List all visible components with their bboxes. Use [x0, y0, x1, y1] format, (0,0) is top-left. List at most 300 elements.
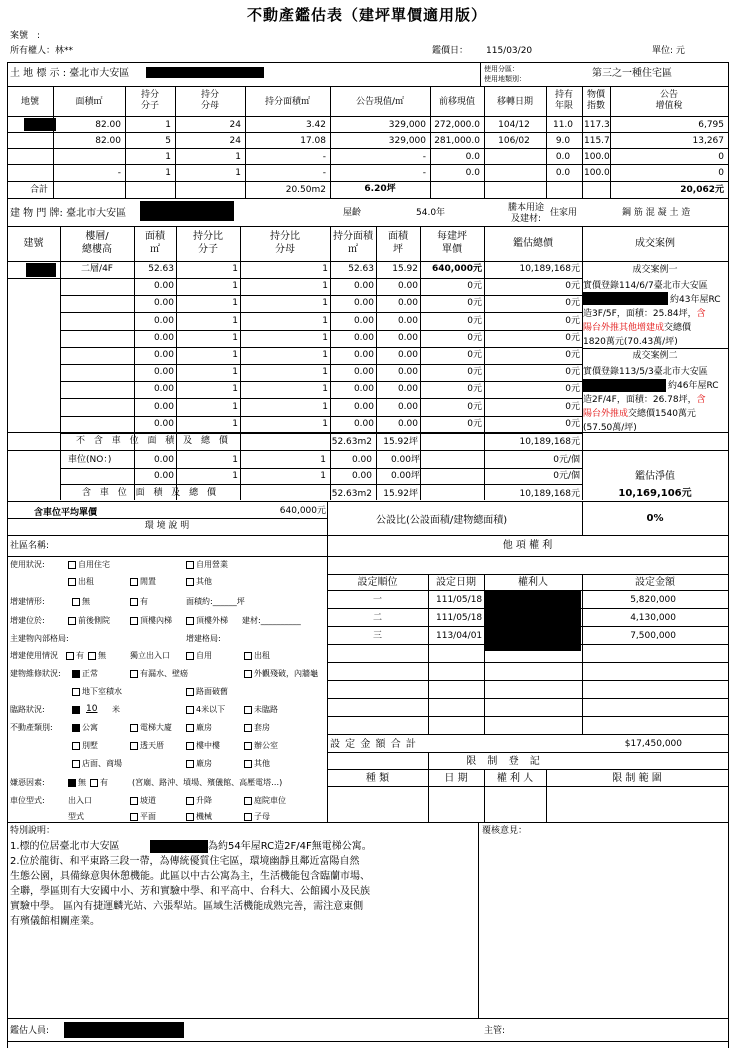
land-cell-2-2: 1	[165, 152, 171, 162]
land-header-1: 面積㎡	[75, 97, 103, 107]
land-header-2: 持分 分子	[140, 90, 159, 112]
building-cell-5-6: 0.00	[397, 350, 418, 360]
rights-total-label: 設 定 金 額 合 計	[330, 739, 417, 750]
building-cell-4-3: 1	[232, 333, 238, 343]
parking-cell-1-0: 0.00	[153, 471, 174, 481]
building-header-3: 持分比 分子	[193, 231, 223, 255]
notes-line-3: 實驗中學。 區內有捷運麟光站、六張犁站。區域生活機能成熟完善，需注意東側	[10, 901, 364, 912]
addon-none-checkbox[interactable]	[72, 598, 80, 606]
road-narrow-checkbox[interactable]	[186, 706, 194, 714]
building-cell-1-8: 0元	[565, 281, 580, 291]
addon-use-label: 增建使用情況	[10, 651, 58, 660]
building-cell-5-3: 1	[232, 350, 238, 360]
v-rule	[60, 450, 61, 482]
building-cell-4-5: 0.00	[353, 333, 374, 343]
land-cell-1-5: 329,000	[388, 136, 426, 146]
building-cell-6-3: 1	[232, 367, 238, 377]
building-header-5: 持分面積 ㎡	[333, 231, 373, 255]
h-rule	[327, 716, 728, 717]
land-header-10: 公告 增值稅	[655, 90, 683, 112]
maint-opt-0: 正常	[82, 669, 98, 678]
h-rule	[327, 662, 728, 663]
parking-cell-1-2: 1	[320, 471, 326, 481]
building-cell-6-2: 0.00	[153, 367, 174, 377]
usage-other-checkbox[interactable]	[186, 578, 194, 586]
parking-type: 型式	[68, 812, 84, 821]
case1-line-1: 約43年屋RC	[670, 295, 721, 305]
land-cell-3-4: -	[322, 168, 326, 178]
addon-pos-1: 頂樓內梯	[140, 616, 172, 625]
addon-area: 面積約:______坪	[186, 597, 245, 606]
land-cell-1-1: 82.00	[95, 136, 121, 146]
type-opt-2: 廠房	[196, 723, 212, 732]
maint-label: 建物維修狀況:	[10, 669, 61, 678]
land-cell-0-3: 24	[229, 120, 241, 130]
parking-opt-4-checkbox[interactable]	[186, 813, 194, 821]
h-rule	[7, 148, 729, 149]
land-total-ping: 6.20坪	[364, 184, 396, 194]
rights-amount-2: 7,500,000	[630, 631, 676, 641]
building-age: 54.0年	[416, 208, 446, 218]
land-cell-1-7: 106/02	[498, 136, 530, 146]
building-cell-8-2: 0.00	[153, 402, 174, 412]
h-rule	[582, 348, 728, 349]
notes-line-1: 生態公園，具備綠意與休憩機能。此區以中古公寓為主，生活機能包含臨蘭市場、	[10, 871, 370, 882]
h-rule	[7, 164, 729, 165]
building-cell-0-1: 二層/4F	[81, 264, 113, 274]
h-rule	[327, 698, 728, 699]
building-cell-6-4: 1	[322, 367, 328, 377]
restrict-header-3: 限 制 範 圍	[612, 773, 662, 784]
rights-date-1: 111/05/18	[436, 613, 483, 623]
dislike-opt-1: 有	[100, 778, 108, 787]
road-unit: 米	[112, 705, 120, 714]
road-none-checkbox[interactable]	[244, 706, 252, 714]
unit-label: 單位: 元	[652, 46, 685, 56]
maint-road-checkbox[interactable]	[186, 688, 194, 696]
case2-line-2: 造2F/4F，面積：26.78坪，含	[583, 395, 706, 405]
parking-label: 車位(NO：)	[68, 455, 112, 465]
building-cell-4-8: 0元	[565, 333, 580, 343]
h-rule	[327, 680, 728, 681]
building-header-2: 面積 ㎡	[145, 231, 165, 255]
usage-label: 使用狀況:	[10, 560, 45, 569]
rights-header-3: 設定金額	[635, 577, 675, 588]
addon-use-2: 獨立出入口	[130, 651, 170, 660]
usage-opt-3: 閒置	[140, 577, 156, 586]
building-header-6: 面積 坪	[388, 231, 408, 255]
type-10-checkbox[interactable]	[244, 760, 252, 768]
rights-date-2: 113/04/01	[436, 631, 483, 641]
land-address-label: 土 地 標 示 : 臺北市大安區	[10, 68, 130, 79]
building-cell-7-5: 0.00	[353, 384, 374, 394]
building-cell-1-2: 0.00	[153, 281, 174, 291]
building-cell-3-8: 0元	[565, 316, 580, 326]
type-opt-7: 辦公室	[254, 741, 278, 750]
land-cell-0-10: 6,795	[698, 120, 724, 130]
building-cell-2-5: 0.00	[353, 298, 374, 308]
case2-line-4: (57.50萬/坪)	[583, 423, 637, 433]
parking-opt-1-checkbox[interactable]	[186, 797, 194, 805]
notes-line1b: 為約54年屋RC造2F/4F無電梯公寓。	[208, 841, 372, 852]
type-0-checkbox[interactable]	[72, 724, 80, 732]
addon-use-4: 出租	[254, 651, 270, 660]
land-cell-2-6: 0.0	[465, 152, 480, 162]
h-rule	[60, 330, 582, 331]
usage-opt-2: 出租	[78, 577, 94, 586]
parking-opt-4: 機械	[196, 812, 212, 821]
addon-pos-1-checkbox[interactable]	[130, 617, 138, 625]
building-header-7: 每建坪 單價	[437, 231, 467, 255]
building-cell-1-6: 0.00	[397, 281, 418, 291]
h-rule	[7, 556, 327, 557]
land-cell-2-4: -	[322, 152, 326, 162]
case1-line-4: 1820萬元(70.43萬/坪)	[583, 337, 678, 347]
type-5-checkbox[interactable]	[130, 742, 138, 750]
parking-cell-0-5: 0元/個	[553, 455, 580, 465]
parking-opt-5: 子母	[254, 812, 270, 821]
land-header-9: 物價 指數	[586, 90, 605, 112]
land-cell-1-8: 9.0	[555, 136, 571, 146]
notes-line-4: 有殯儀館相關產業。	[10, 916, 100, 927]
appraiser-redaction	[64, 1022, 184, 1038]
building-cell-8-6: 0.00	[397, 402, 418, 412]
notes-line-0: 2.位於龍街、和平東路三段一帶，為傳統優質住宅區，環境幽靜且鄰近富陽自然	[10, 856, 360, 867]
land-cell-0-2: 1	[165, 120, 171, 130]
type-7-checkbox[interactable]	[244, 742, 252, 750]
land-cell-1-9: 115.7	[584, 136, 610, 146]
building-cell-1-4: 1	[322, 281, 328, 291]
restrict-header-0: 種 類	[365, 773, 390, 784]
owner-label: 所有權人：林**	[10, 46, 74, 56]
land-number-redaction	[24, 118, 56, 131]
building-address-label: 建 物 門 牌: 臺北市大安區	[10, 208, 127, 219]
building-cell-9-5: 0.00	[353, 419, 374, 429]
notes-redaction	[150, 840, 208, 853]
land-cell-1-6: 281,000.0	[434, 136, 480, 146]
building-cell-0-2: 52.63	[148, 264, 174, 274]
addon-pos-0: 前後側院	[78, 616, 110, 625]
net-value-label: 鑑估淨值	[635, 471, 675, 482]
maint-leak-checkbox[interactable]	[130, 670, 138, 678]
zone-label-2: 使用地類別：	[484, 75, 526, 83]
dislike-none-checkbox[interactable]	[68, 779, 76, 787]
appraisal-date: 115/03/20	[486, 46, 533, 56]
land-cell-0-1: 82.00	[95, 120, 121, 130]
type-4-checkbox[interactable]	[72, 742, 80, 750]
public-ratio-label: 公設比(公設面積/建物總面積)	[376, 515, 508, 526]
addon-use-0-checkbox[interactable]	[66, 652, 74, 660]
main-layout-label: 主建物內部格局:	[10, 634, 69, 643]
parking-cell-0-2: 1	[320, 455, 326, 465]
building-cell-2-8: 0元	[565, 298, 580, 308]
type-2-checkbox[interactable]	[186, 724, 194, 732]
building-cell-3-4: 1	[322, 316, 328, 326]
land-header-3: 持分 分母	[200, 90, 219, 112]
addon-use-3: 自用	[196, 651, 212, 660]
h-rule	[60, 484, 582, 485]
restrict-header-1: 日 期	[444, 773, 468, 784]
addon-pos-label: 增建位於:	[10, 616, 45, 625]
type-opt-4: 別墅	[82, 741, 98, 750]
parking-cell-0-0: 0.00	[153, 455, 174, 465]
no-parking-area: 52.63m2	[331, 437, 372, 447]
appraisal-date-label: 鑑價日：	[432, 46, 469, 56]
case-no-label: 案號 :	[10, 31, 41, 41]
building-cell-9-7: 0元	[467, 419, 482, 429]
case1-title: 成交案例一	[632, 265, 678, 275]
addon-label: 增建情形:	[10, 597, 45, 606]
building-cell-4-4: 1	[322, 333, 328, 343]
notes-title: 特別說明：	[10, 826, 56, 836]
parking-opt-2: 庭院車位	[254, 796, 286, 805]
parking-opt-2-checkbox[interactable]	[244, 797, 252, 805]
rights-order-0: 一	[372, 595, 382, 605]
building-header-8: 鑑估總價	[513, 238, 553, 249]
building-cell-5-7: 0元	[467, 350, 482, 360]
land-cell-2-5: -	[422, 152, 426, 162]
h-rule	[327, 752, 728, 753]
case2-title: 成交案例二	[632, 351, 678, 361]
rights-holder-redaction	[485, 591, 581, 651]
type-8-checkbox[interactable]	[72, 760, 80, 768]
land-header-8: 持有 年限	[554, 90, 573, 112]
parking-opt-0-checkbox[interactable]	[130, 797, 138, 805]
land-cell-3-9: 100.0	[584, 168, 610, 178]
case2-line-3: 陽台外推成交總價1540萬元	[583, 409, 696, 419]
building-cell-0-7: 640,000元	[432, 264, 482, 274]
land-cell-0-9: 117.3	[584, 120, 610, 130]
building-age-label: 屋齡	[343, 208, 362, 218]
building-header-1: 樓層/ 總樓高	[82, 231, 112, 255]
maint-normal-checkbox[interactable]	[72, 670, 80, 678]
land-cell-3-8: 0.0	[555, 168, 571, 178]
building-cell-4-6: 0.00	[397, 333, 418, 343]
building-cell-7-8: 0元	[565, 384, 580, 394]
maint-opt-2: 外觀殘破，內牆龜	[254, 669, 318, 678]
page-title: 不動產鑑估表（建坪單價適用版）	[246, 6, 487, 24]
parking-cell-0-4: 0.00坪	[390, 455, 420, 465]
h-rule	[60, 295, 582, 296]
type-opt-9: 廠房	[196, 759, 212, 768]
building-cell-7-6: 0.00	[397, 384, 418, 394]
building-cell-8-5: 0.00	[353, 402, 374, 412]
land-total-area: 20.50m2	[285, 185, 326, 195]
land-total-tax: 20,062元	[680, 185, 724, 195]
rights-order-2: 三	[372, 631, 382, 641]
land-cell-2-3: 1	[235, 152, 241, 162]
land-cell-3-5: -	[422, 168, 426, 178]
rights-amount-1: 4,130,000	[630, 613, 676, 623]
building-cell-4-2: 0.00	[153, 333, 174, 343]
parking-opt-0: 坡道	[140, 796, 156, 805]
parking-opt-5-checkbox[interactable]	[244, 813, 252, 821]
land-header-7: 移轉日期	[496, 97, 533, 107]
building-cell-9-6: 0.00	[397, 419, 418, 429]
parking-cell-1-5: 0元/個	[553, 471, 580, 481]
building-cell-2-4: 1	[322, 298, 328, 308]
land-cell-0-7: 104/12	[498, 120, 530, 130]
appraiser-label: 鑑估人員:	[10, 1026, 50, 1036]
maint-exterior-checkbox[interactable]	[244, 670, 252, 678]
land-cell-3-1: -	[117, 168, 121, 178]
land-header-4: 持分面積㎡	[264, 97, 310, 107]
land-cell-0-4: 3.42	[305, 120, 326, 130]
h-rule	[60, 433, 582, 434]
building-cell-8-3: 1	[232, 402, 238, 412]
h-rule	[7, 132, 729, 133]
notes-line-2: 全聯，學區則有大安國中小、芳和實驗中學、和平高中、台科大、公館國小及民族	[10, 886, 370, 897]
usage-idle-checkbox[interactable]	[130, 578, 138, 586]
building-cell-3-6: 0.00	[397, 316, 418, 326]
v-rule	[428, 752, 429, 822]
land-total-label: 合計	[30, 185, 49, 195]
h-rule	[327, 769, 728, 770]
building-cell-3-2: 0.00	[153, 316, 174, 326]
building-cell-2-7: 0元	[467, 298, 482, 308]
type-3-checkbox[interactable]	[244, 724, 252, 732]
land-header-5: 公告現值/㎡	[355, 97, 405, 107]
with-parking-total: 10,189,168元	[519, 489, 580, 499]
v-rule	[428, 574, 429, 734]
land-cell-0-6: 272,000.0	[434, 120, 480, 130]
usage-opt-0: 自用住宅	[78, 560, 110, 569]
land-cell-1-3: 24	[229, 136, 241, 146]
parking-cell-0-3: 0.00	[351, 455, 372, 465]
building-cell-7-3: 1	[232, 384, 238, 394]
type-1-checkbox[interactable]	[130, 724, 138, 732]
land-cell-2-9: 100.0	[584, 152, 610, 162]
building-header-4: 持分比 分母	[270, 231, 300, 255]
h-rule	[60, 347, 582, 348]
building-cell-6-5: 0.00	[353, 367, 374, 377]
h-rule	[327, 734, 728, 735]
addon-use-1-checkbox[interactable]	[88, 652, 96, 660]
type-opt-0: 公寓	[82, 723, 98, 732]
case2-line-0: 實價登錄113/5/3臺北市大安區	[583, 367, 708, 377]
h-rule	[7, 278, 60, 279]
rights-header-2: 權利人	[518, 577, 548, 588]
case2-redaction	[582, 379, 666, 392]
road-label: 臨路狀況:	[10, 705, 45, 714]
building-use-label: 騰本用途 及建材:	[507, 203, 544, 224]
building-use: 住家用	[550, 208, 578, 218]
building-cell-2-6: 0.00	[397, 298, 418, 308]
supervisor-label: 主管:	[484, 1026, 506, 1036]
type-opt-3: 套房	[254, 723, 270, 732]
type-6-checkbox[interactable]	[186, 742, 194, 750]
parking-cell-1-4: 0.00坪	[390, 471, 420, 481]
building-cell-3-3: 1	[232, 316, 238, 326]
avg-price-label: 含車位平均單價	[34, 508, 98, 518]
review-label: 覆核意見：	[482, 826, 528, 836]
dislike-yes-checkbox[interactable]	[90, 779, 98, 787]
case1-line-3: 陽台外推其他增建成交總價	[583, 323, 692, 333]
building-cell-9-2: 0.00	[153, 419, 174, 429]
v-rule	[484, 769, 485, 822]
land-cell-3-3: 1	[235, 168, 241, 178]
land-cell-0-5: 329,000	[388, 120, 426, 130]
case1-line-2: 造3F/5F，面積：25.84坪，含	[583, 309, 706, 319]
addon-use-4-checkbox[interactable]	[244, 652, 252, 660]
road-width-checkbox[interactable]	[72, 706, 80, 714]
building-cell-1-7: 0元	[467, 281, 482, 291]
dislike-opt-0: 無	[78, 778, 86, 787]
usage-business-checkbox[interactable]	[186, 561, 194, 569]
case1-redaction	[582, 292, 668, 305]
parking-opt-3-checkbox[interactable]	[130, 813, 138, 821]
public-ratio: 0%	[646, 513, 664, 524]
addon-layout-label: 增建格局:	[186, 634, 221, 643]
land-header-6: 前移現值	[438, 97, 475, 107]
road-width: 10	[86, 704, 98, 714]
addon-yes-checkbox[interactable]	[130, 598, 138, 606]
with-parking-label: 含 車 位 面 積 及 總 價	[82, 488, 220, 498]
addon-opt-1: 有	[140, 597, 148, 606]
parking-entry: 出入口	[68, 796, 92, 805]
h-rule	[60, 364, 582, 365]
building-cell-6-8: 0元	[565, 367, 580, 377]
type-9-checkbox[interactable]	[186, 760, 194, 768]
road-opt-1: 未臨路	[254, 705, 278, 714]
community-label: 社區名稱:	[10, 541, 50, 551]
h-rule	[327, 786, 728, 787]
case2-line-1: 約46年屋RC	[668, 381, 719, 391]
addon-use-0: 有	[76, 651, 84, 660]
zone-label-1: 使用分區：	[484, 65, 519, 73]
land-cell-1-4: 17.08	[300, 136, 326, 146]
restrict-title: 限 制 登 記	[466, 756, 544, 767]
maint-opt-3: 地下室積水	[82, 687, 122, 696]
h-rule	[7, 432, 582, 433]
land-cell-0-8: 11.0	[552, 120, 574, 130]
land-cell-2-8: 0.0	[555, 152, 571, 162]
rights-title: 他 項 權 利	[502, 540, 553, 551]
type-opt-1: 電梯大廈	[140, 723, 172, 732]
building-cell-7-2: 0.00	[153, 384, 174, 394]
type-opt-5: 透天厝	[140, 741, 164, 750]
parking-opt-1: 升降	[196, 796, 212, 805]
addon-pos-0-checkbox[interactable]	[68, 617, 76, 625]
maint-basement-checkbox[interactable]	[72, 688, 80, 696]
type-opt-6: 樓中樓	[196, 741, 220, 750]
building-cell-9-4: 1	[322, 419, 328, 429]
building-cell-0-4: 1	[322, 264, 328, 274]
land-cell-3-2: 1	[165, 168, 171, 178]
building-cell-9-3: 1	[232, 419, 238, 429]
h-rule	[7, 181, 729, 182]
building-cell-5-5: 0.00	[353, 350, 374, 360]
with-parking-area: 52.63m2	[331, 489, 372, 499]
building-material: 鋼 筋 混 凝 土 造	[622, 208, 691, 218]
v-rule	[420, 226, 421, 500]
avg-price: 640,000元	[279, 506, 326, 516]
building-cell-6-7: 0元	[467, 367, 482, 377]
addon-use-3-checkbox[interactable]	[186, 652, 194, 660]
no-parking-label: 不 含 車 位 面 積 及 總 價	[76, 436, 231, 446]
h-rule	[60, 278, 582, 279]
building-cell-6-6: 0.00	[397, 367, 418, 377]
restrict-header-2: 權 利 人	[496, 773, 534, 784]
usage-rent-checkbox[interactable]	[68, 578, 76, 586]
addon-pos-2-checkbox[interactable]	[186, 617, 194, 625]
building-cell-8-8: 0元	[565, 402, 580, 412]
building-cell-9-8: 0元	[565, 419, 580, 429]
type-opt-10: 其他	[254, 759, 270, 768]
building-cell-5-4: 1	[322, 350, 328, 360]
building-cell-7-4: 1	[322, 384, 328, 394]
usage-self-checkbox[interactable]	[68, 561, 76, 569]
